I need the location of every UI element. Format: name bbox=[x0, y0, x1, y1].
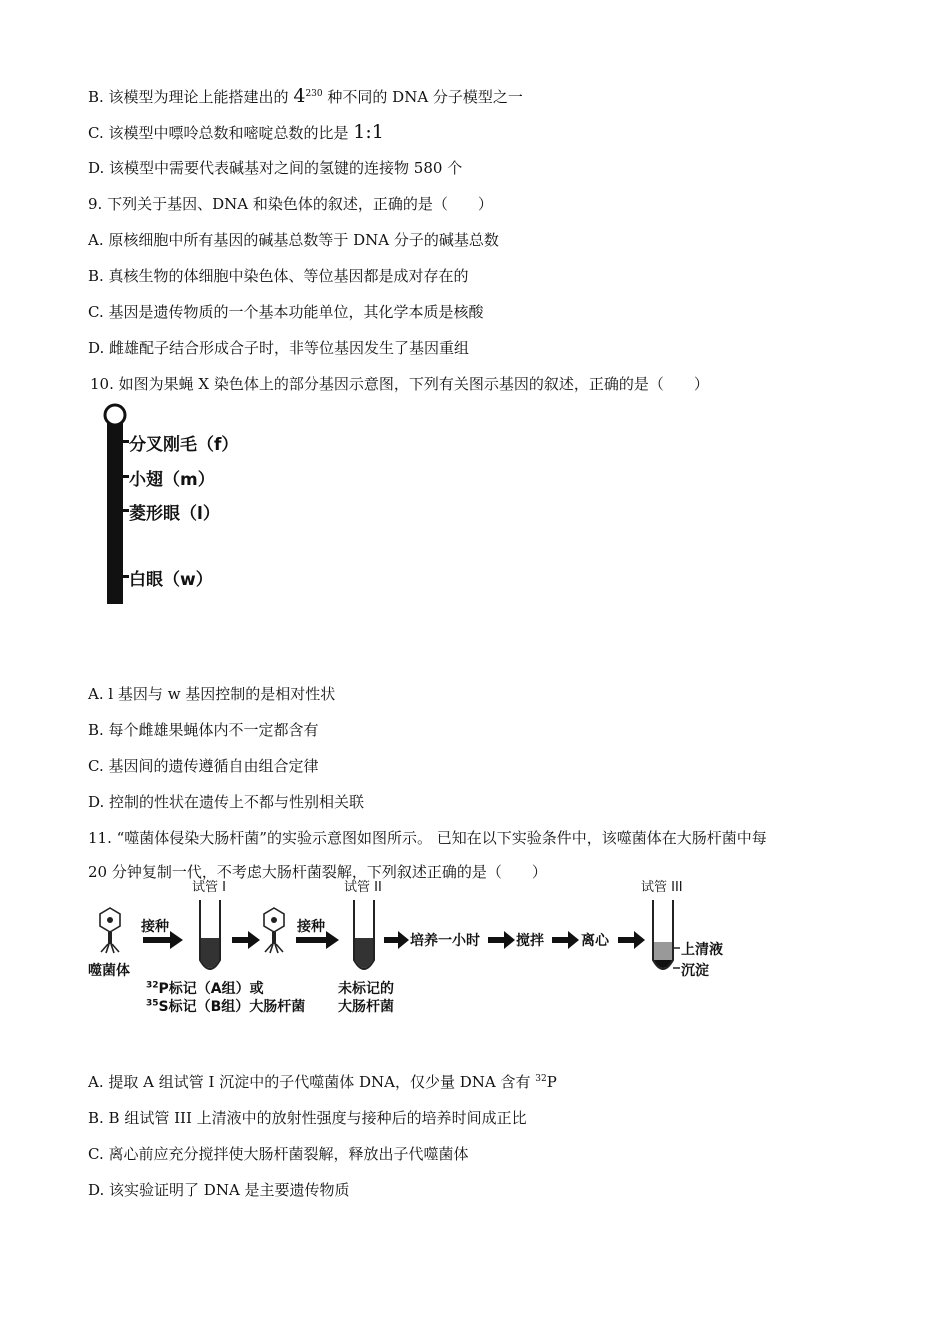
q10-option-b: B. 每个雌雄果蝇体内不一定都含有 bbox=[88, 721, 319, 739]
q8-option-d: D. 该模型中需要代表碱基对之间的氢键的连接物 580 个 bbox=[88, 159, 463, 177]
centromere bbox=[105, 405, 125, 425]
gene-tick-m bbox=[107, 475, 129, 478]
phage-label: 噬菌体 bbox=[88, 963, 130, 979]
inoculate-label-1: 接种 bbox=[141, 919, 169, 935]
q8-option-c bbox=[88, 122, 384, 143]
tube-3-label: 试管 III bbox=[641, 880, 683, 895]
q11-stem-line1: 11. “噬菌体侵染大肠杆菌”的实验示意图如图所示。 已知在以下实验条件中，该噬菌体在大肠杆菌中每 bbox=[88, 829, 767, 847]
gene-label-m: 小翅（m） bbox=[129, 470, 215, 490]
phage-icon bbox=[264, 908, 284, 953]
q8-option-b bbox=[88, 86, 523, 107]
q11-option-a bbox=[88, 1072, 557, 1092]
q11-option-a-element: P bbox=[546, 1073, 557, 1091]
arrow-icon bbox=[232, 931, 260, 949]
tube-2-caption-line1: 未标记的 bbox=[338, 981, 394, 997]
x-chromosome-figure bbox=[100, 400, 300, 610]
tube-1-caption-line2 bbox=[146, 996, 305, 1016]
phage-experiment-figure bbox=[88, 880, 748, 1020]
q10-option-a: A. l 基因与 w 基因控制的是相对性状 bbox=[88, 685, 336, 703]
q8-option-b-text: B. 该模型为理论上能搭建出的 bbox=[88, 88, 294, 106]
q11-option-a-isotope: 32 bbox=[535, 1074, 547, 1084]
tube-2-caption-line2: 大肠杆菌 bbox=[338, 999, 394, 1015]
arrow-icon bbox=[488, 931, 515, 949]
q9-option-b: B. 真核生物的体细胞中染色体、等位基因都是成对存在的 bbox=[88, 267, 469, 285]
q10-option-c: C. 基因间的遗传遵循自由组合定律 bbox=[88, 757, 319, 775]
tube-1-caption-a: P标记（A组）或 bbox=[158, 981, 264, 997]
isotope-35: 35 bbox=[146, 998, 159, 1009]
q11-option-d: D. 该实验证明了 DNA 是主要遗传物质 bbox=[88, 1181, 350, 1199]
arrow-icon bbox=[618, 931, 645, 949]
gene-label-l: 菱形眼（l） bbox=[129, 504, 220, 524]
tube-2-contents bbox=[355, 938, 373, 968]
q11-option-b: B. B 组试管 III 上清液中的放射性强度与接种后的培养时间成正比 bbox=[88, 1109, 527, 1127]
culture-step: 培养一小时 bbox=[410, 933, 480, 949]
q11-stem-line2: 20 分钟复制一代，不考虑大肠杆菌裂解，下列叙述正确的是（ ） bbox=[88, 863, 547, 881]
gene-label-f: 分叉刚毛（f） bbox=[129, 435, 239, 455]
q10-option-d: D. 控制的性状在遗传上不都与性别相关联 bbox=[88, 793, 365, 811]
centrifuge-step: 离心 bbox=[581, 933, 609, 949]
q9-option-c: C. 基因是遗传物质的一个基本功能单位，其化学本质是核酸 bbox=[88, 303, 484, 321]
stir-step: 搅拌 bbox=[516, 933, 544, 949]
supernatant-label: 上清液 bbox=[681, 942, 723, 958]
q11-option-a-text: A. 提取 A 组试管 I 沉淀中的子代噬菌体 DNA，仅少量 DNA 含有 bbox=[88, 1073, 536, 1091]
gene-tick-w bbox=[107, 575, 129, 578]
q8-ratio: 1:1 bbox=[353, 121, 384, 143]
tube-1-contents bbox=[201, 938, 219, 968]
q8-power-base: 4 bbox=[293, 85, 306, 107]
q8-option-c-text: C. 该模型中嘌呤总数和嘧啶总数的比是 bbox=[88, 124, 354, 142]
inoculate-label-2: 接种 bbox=[297, 919, 325, 935]
gene-label-w: 白眼（w） bbox=[129, 570, 213, 590]
q10-stem: 10. 如图为果蝇 X 染色体上的部分基因示意图，下列有关图示基因的叙述，正确的是（ ） bbox=[90, 375, 709, 393]
q9-option-a: A. 原核细胞中所有基因的碱基总数等于 DNA 分子的碱基总数 bbox=[88, 231, 499, 249]
tube-2-label: 试管 II bbox=[344, 880, 382, 895]
tube-1-label: 试管 I bbox=[192, 880, 226, 895]
gene-tick-l bbox=[107, 509, 129, 512]
isotope-32: 32 bbox=[146, 980, 159, 991]
arrow-icon bbox=[384, 931, 409, 949]
q8-power-exponent: 230 bbox=[305, 89, 323, 99]
tube-1-caption-line1 bbox=[146, 978, 264, 998]
q9-stem: 9. 下列关于基因、DNA 和染色体的叙述，正确的是（ ） bbox=[88, 195, 493, 213]
sediment-label: 沉淀 bbox=[681, 963, 709, 979]
gene-tick-f bbox=[107, 440, 129, 443]
q9-option-d: D. 雌雄配子结合形成合子时，非等位基因发生了基因重组 bbox=[88, 339, 470, 357]
phage-icon bbox=[100, 908, 120, 953]
q11-option-c: C. 离心前应充分搅拌使大肠杆菌裂解，释放出子代噬菌体 bbox=[88, 1145, 469, 1163]
tube-1-caption-b: S标记（B组）大肠杆菌 bbox=[158, 999, 306, 1015]
q8-option-b-text-end: 种不同的 DNA 分子模型之一 bbox=[322, 88, 523, 106]
arrow-icon bbox=[552, 931, 579, 949]
tube-3-supernatant bbox=[654, 942, 672, 960]
